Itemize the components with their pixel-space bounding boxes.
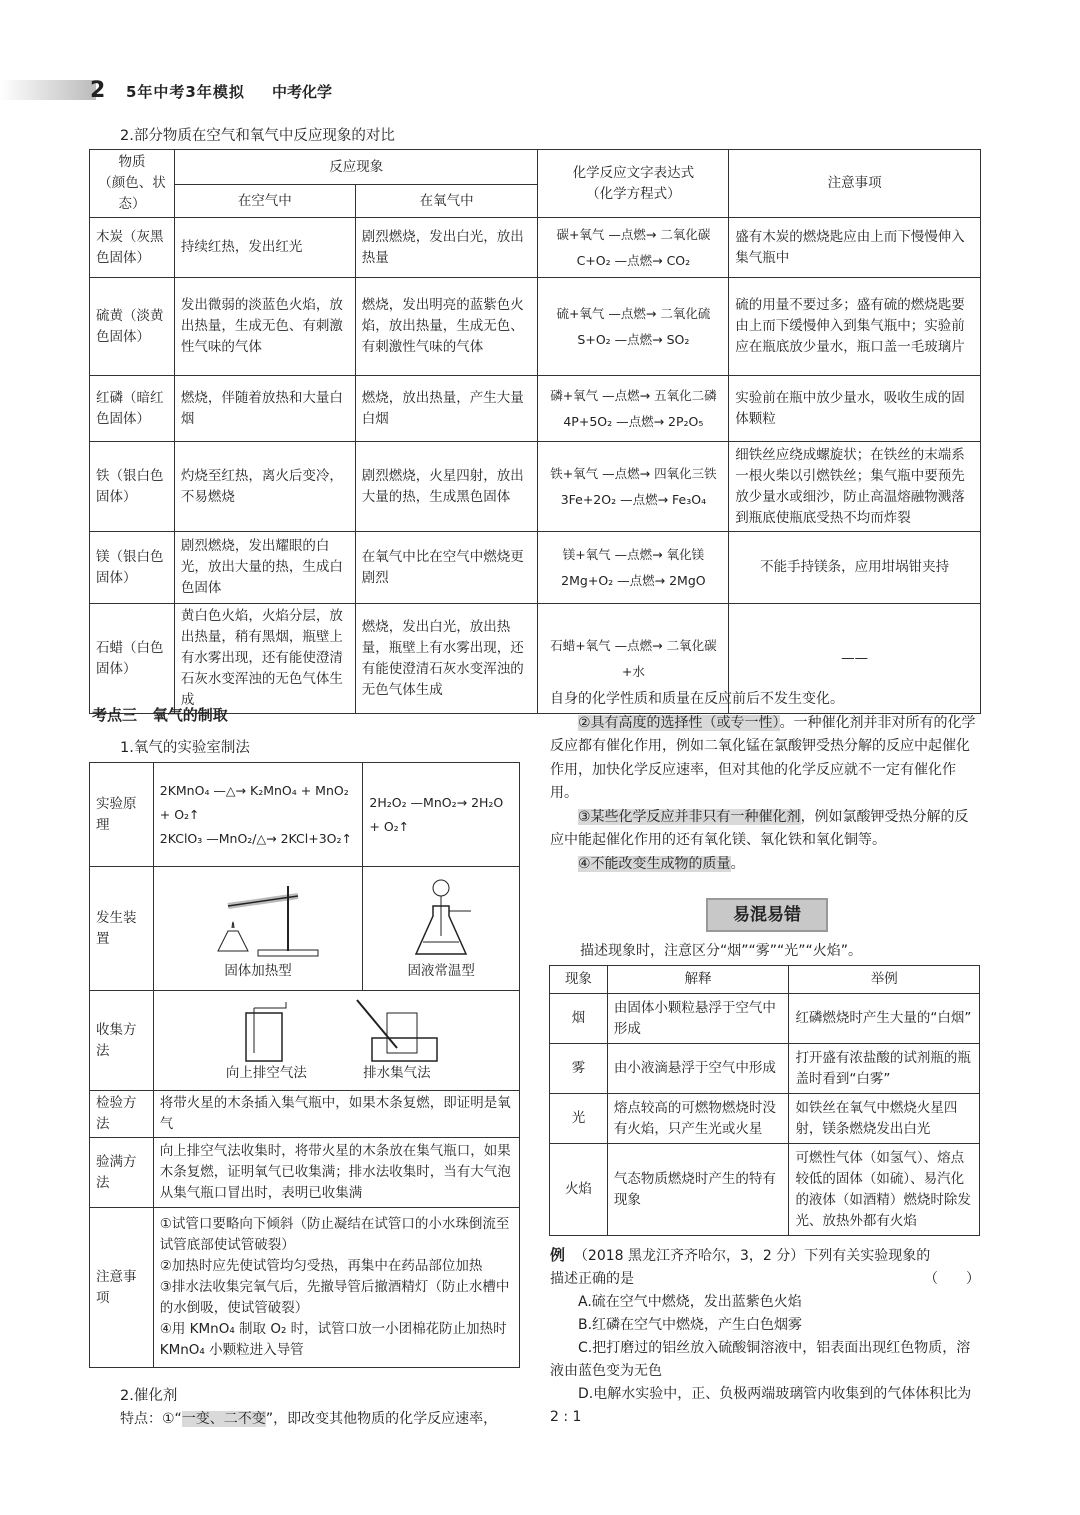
table-row: 火焰 气态物质燃烧时产生的特有现象 可燃性气体（如氢气）、熔点较低的固体（如硫）、易汽化的液体（如酒精）燃烧时除发光、放热外都有火焰: [550, 1144, 980, 1236]
catalyst-title: 2.催化剂: [120, 1388, 178, 1404]
header-bar: [0, 80, 96, 100]
th-notes: 注意事项: [729, 150, 981, 218]
example-question: 例 （2018 黑龙江齐齐哈尔，3，2 分）下列有关实验现象的 描述正确的是 （ ） A.硫在空气中燃烧，发出蓝紫色火焰 B.红磷在空气中燃烧，产生白色烟雾 C.把打磨过的铝丝放入硫酸铜溶液中，铝表面出现红色物质，溶液由蓝色变为无色 D.电解水实验中，正、负极两端玻璃管内收集到的气体体积比为 2 : 1: [550, 1244, 980, 1429]
row-label-notes: 注意事项: [90, 1208, 154, 1368]
table-row: 木炭（灰黑色固体） 持续红热，发出红光 剧烈燃烧，发出白光，放出热量 碳+氧气 —点燃→ 二氧化碳 C+O₂ —点燃→ CO₂ 盛有木炭的燃烧匙应由上而下慢慢伸入集气瓶中: [90, 218, 981, 278]
option-a: A.硫在空气中燃烧，发出蓝紫色火焰: [578, 1294, 802, 1310]
page-number: 2: [90, 78, 106, 103]
upward-air-displacement-icon: [226, 998, 306, 1063]
list-item: ④用 KMnO₄ 制取 O₂ 时，试管口放一小团棉花防止加热时 KMnO₄ 小颗粒进入导管: [159, 1321, 507, 1358]
example-label: 例: [550, 1246, 566, 1264]
option-c: C.把打磨过的铝丝放入硫酸铜溶液中，铝表面出现红色物质，溶液由蓝色变为无色: [550, 1340, 971, 1379]
confusion-intro: 描述现象时，注意区分“烟”“雾”“光”“火焰”。: [580, 943, 863, 959]
lab-method-title: 1.氧气的实验室制法: [120, 740, 250, 756]
table-row: 光 熔点较高的可燃物燃烧时没有火焰，只产生光或火星 如铁丝在氧气中燃烧火星四射，镁条燃烧发出白光: [550, 1094, 980, 1144]
row-label-principle: 实验原理: [90, 763, 154, 867]
solid-heating-apparatus-icon: [188, 876, 328, 961]
kaodian-heading: 考点三 氧气的制取: [92, 706, 228, 724]
table-row: 镁（银白色固体） 剧烈燃烧，发出耀眼的白光，放出大量的热，生成白色固体 在氧气中比在空气中燃烧更剧烈 镁+氧气 —点燃→ 氧化镁 2Mg+O₂ —点燃→ 2MgO 不能手持镁条，应用坩埚钳夹持: [90, 532, 981, 604]
row-label-test: 检验方法: [90, 1091, 154, 1138]
th-substance: 物质 （颜色、状态）: [90, 150, 175, 218]
book-subject: 中考化学: [272, 83, 333, 101]
confusion-table: 现象 解释 举例 烟 由固体小颗粒悬浮于空气中形成 红磷燃烧时产生大量的“白烟” 雾 由小液滴悬浮于空气中形成 打开盛有浓盐酸的试剂瓶的瓶盖时看到“白雾” 光 熔点较高的可燃物燃烧时没有火焰，只产生光或火星 如铁丝在氧气中燃烧火星四射，镁条燃烧发出白光 火焰 气态物质燃烧时产生的特有现象 可燃性气体（如氢气）、熔点较低的固体（如硫）、易汽化的液体（如酒精）燃烧时除发光、放热外都有火焰: [549, 965, 980, 1236]
table-row: 烟 由固体小颗粒悬浮于空气中形成 红磷燃烧时产生大量的“白烟”: [550, 994, 980, 1044]
th-in-air: 在空气中: [174, 185, 355, 218]
reaction-comparison-table: [89, 149, 981, 714]
solid-liquid-apparatus-icon: [401, 876, 481, 961]
row-label-collect: 收集方法: [90, 991, 154, 1091]
th-phenomena: 反应现象: [174, 150, 538, 185]
table-row: 铁（银白色固体） 灼烧至红热，离火后变冷，不易燃烧 剧烈燃烧，火星四射，放出大量的热，生成黑色固体 铁+氧气 —点燃→ 四氧化三铁 3Fe+2O₂ —点燃→ Fe₃O₄ 细铁丝应绕成螺旋状；在铁丝的末端系一根火柴以引燃铁丝；集气瓶中要预先放少量水或细沙，防止高温熔融物溅落到瓶底使瓶底受热不均而炸裂: [90, 442, 981, 532]
th-expression: 化学反应文字表达式 （化学方程式）: [538, 150, 729, 218]
water-displacement-icon: [347, 998, 447, 1063]
table-row: 硫黄（淡黄色固体） 发出微弱的淡蓝色火焰，放出热量，生成无色、有刺激性气味的气体 燃烧，发出明亮的蓝紫色火焰，放出热量，生成无色、有刺激性气味的气体 硫+氧气 —点燃→ 二氧化硫 S+O₂ —点燃→ SO₂ 硫的用量不要过多；盛有硫的燃烧匙要由上而下缓慢伸入到集气瓶中；实验前应在瓶底放少量水，瓶口盖一毛玻璃片: [90, 278, 981, 376]
list-item: ①试管口要略向下倾斜（防止凝结在试管口的小水珠倒流至试管底部使试管破裂）: [159, 1216, 510, 1253]
table-row: 石蜡（白色固体） 黄白色火焰，火焰分层，放出热量，稍有黑烟，瓶壁上有水雾出现，还有能使澄清石灰水变浑浊的无色气体生成 燃烧，发出白光，放出热量，瓶壁上有水雾出现，还有能使澄清石灰水变浑浊的无色气体生成 石蜡+氧气 —点燃→ 二氧化碳+水 ——: [90, 604, 981, 714]
th-in-oxygen: 在氧气中: [355, 185, 538, 218]
list-item: ③排水法收集完氧气后，先撤导管后撤酒精灯（防止水槽中的水倒吸，使试管破裂）: [159, 1279, 510, 1316]
confusion-badge: 易混易错: [706, 898, 828, 932]
table-row: 红磷（暗红色固体） 燃烧，伴随着放热和大量白烟 燃烧，放出热量，产生大量白烟 磷+氧气 —点燃→ 五氧化二磷 4P+5O₂ —点燃→ 2P₂O₅ 实验前在瓶中放少量水，吸收生成的固体颗粒: [90, 376, 981, 442]
row-label-device: 发生装置: [90, 867, 154, 991]
catalyst-continued: 自身的化学性质和质量在反应前后不发生变化。 ②具有高度的选择性（或专一性）。一种催化剂并非对所有的化学反应都有催化作用，例如二氧化锰在氯酸钾受热分解的反应中起催化作用，加快化学反应速率，但对其他的化学反应就不一定有催化作用。 ③某些化学反应并非只有一种催化剂，例如氯酸钾受热分解的反应中能起催化作用的还有氧化镁、氧化铁和氧化铜等。 ④不能改变生成物的质量。: [550, 691, 976, 872]
section-2-title: 2.部分物质在空气和氧气中反应现象的对比: [120, 128, 395, 144]
option-d: D.电解水实验中，正、负极两端玻璃管内收集到的气体体积比为 2 : 1: [550, 1386, 972, 1425]
book-series-title: 5年中考3年模拟: [126, 83, 245, 101]
table-row: 雾 由小液滴悬浮于空气中形成 打开盛有浓盐酸的试剂瓶的瓶盖时看到“白雾”: [550, 1044, 980, 1094]
answer-blank: （ ）: [924, 1271, 980, 1287]
row-label-full: 验满方法: [90, 1138, 154, 1208]
oxygen-preparation-table: 实验原理 2KMnO₄ —△→ K₂MnO₄ + MnO₂ + O₂↑ 2KClO₃ —MnO₂/△→ 2KCl+3O₂↑ 2H₂O₂ —MnO₂→ 2H₂O + O₂↑ 发生装置 固体加热型 固液常温型 收集方法 向上排空气法 排水集气法 检验方法 将带火星的木条插入集气瓶中，如果木条复燃，即证明是氧气 验满方法 向上排空气法收集时，将带火星的木条放在集气瓶口，如果木条复燃，证明氧气已收集满；排水法收集时，当有大气泡从集气瓶口冒出时，表明已收集满 注意事项 ①试管口要略向下倾斜（防止凝结在试管口的小水珠倒流至试管底部使试管破裂） ②加热时应先使试管均匀受热，再集中在药品部位加热 ③排水法收集完氧气后，先撤导管后撤酒精灯（防止水槽中的水倒吸，使试管破裂） ④用 KMnO₄ 制取 O₂ 时，试管口放一小团棉花防止加热时 KMnO₄ 小颗粒进入导管: [89, 762, 520, 1368]
option-b: B.红磷在空气中燃烧，产生白色烟雾: [578, 1317, 803, 1333]
list-item: ②加热时应先使试管均匀受热，再集中在药品部位加热: [159, 1258, 483, 1274]
catalyst-feature: 特点：①“一变、二不变”，即改变其他物质的化学反应速率，: [120, 1411, 498, 1427]
